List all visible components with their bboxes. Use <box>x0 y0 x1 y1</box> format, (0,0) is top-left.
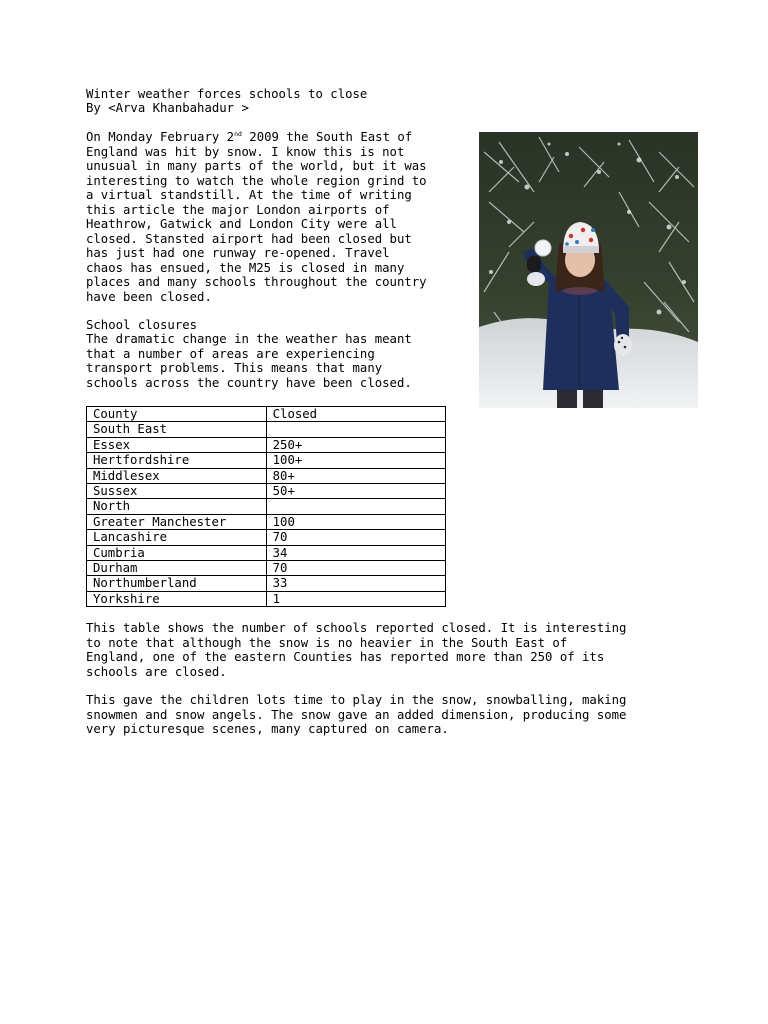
intro-line1-end: 2009 the South East of <box>241 130 413 144</box>
photo-image <box>479 132 698 408</box>
date-ordinal-superscript: nd <box>234 130 242 138</box>
county-cell: Sussex <box>87 483 267 498</box>
table-row <box>87 468 446 483</box>
closed-count-cell: 70 <box>266 560 445 575</box>
table-row <box>87 530 446 545</box>
closed-count-cell: 100+ <box>266 453 445 468</box>
closing-paragraph: This gave the children lots time to play in the snow, snowballing, making snowmen and snow angels. The snow gave an added dimension, producing some very picturesque scenes, many captured on camera. <box>86 693 627 736</box>
child-snowball-photo <box>479 132 698 408</box>
closed-count-cell <box>266 422 445 437</box>
closed-count-cell: 34 <box>266 545 445 560</box>
intro-body: England was hit by snow. I know this is not unusual in many parts of the world, but it was interesting to watch the whole region grind to a virtual standstill. At the time of writing this article the major London airports of Heathrow, Gatwick and London City were all closed. Stansted airport had been closed but has just had one runway re-opened. Travel chaos has ensued, the M25 is closed in many places and many schools throughout the country have been closed. <box>86 144 427 304</box>
county-cell: North <box>87 499 267 514</box>
county-cell: Greater Manchester <box>87 514 267 529</box>
table-row <box>87 453 446 468</box>
table-row <box>87 422 446 437</box>
closed-count-cell: 50+ <box>266 483 445 498</box>
intro-paragraph <box>86 130 427 304</box>
table-row <box>87 560 446 575</box>
header-county: County <box>87 407 267 422</box>
closed-count-cell <box>266 499 445 514</box>
school-closures-paragraph: The dramatic change in the weather has meant that a number of areas are experiencing transport problems. This means that many schools across the country have been closed. <box>86 332 412 390</box>
table-row <box>87 591 446 606</box>
closed-count-cell: 70 <box>266 530 445 545</box>
school-closures-table <box>86 406 446 607</box>
county-cell: Essex <box>87 437 267 452</box>
table-row <box>87 576 446 591</box>
closed-count-cell: 100 <box>266 514 445 529</box>
closures-table-body <box>87 407 446 607</box>
article-headline: Winter weather forces schools to close <box>86 87 368 101</box>
intro-line1-start: On Monday February 2 <box>86 130 235 144</box>
table-row <box>87 514 446 529</box>
county-cell: Northumberland <box>87 576 267 591</box>
county-cell: Hertfordshire <box>87 453 267 468</box>
article-byline: By <Arva Khanbahadur > <box>86 101 249 115</box>
closed-count-cell: 33 <box>266 576 445 591</box>
table-row <box>87 545 446 560</box>
table-row <box>87 437 446 452</box>
school-closures-heading: School closures <box>86 318 198 332</box>
table-row <box>87 483 446 498</box>
closed-count-cell: 250+ <box>266 437 445 452</box>
closed-count-cell: 1 <box>266 591 445 606</box>
header-closed: Closed <box>266 407 445 422</box>
county-cell: Durham <box>87 560 267 575</box>
county-cell: Middlesex <box>87 468 267 483</box>
county-cell: Lancashire <box>87 530 267 545</box>
table-explanation-paragraph: This table shows the number of schools reported closed. It is interesting to note that although the snow is no heavier in the South East of England, one of the eastern Counties has reported more than 250 of its schools are closed. <box>86 621 627 679</box>
county-cell: South East <box>87 422 267 437</box>
table-row <box>87 499 446 514</box>
county-cell: Cumbria <box>87 545 267 560</box>
table-header-row <box>87 407 446 422</box>
closed-count-cell: 80+ <box>266 468 445 483</box>
county-cell: Yorkshire <box>87 591 267 606</box>
